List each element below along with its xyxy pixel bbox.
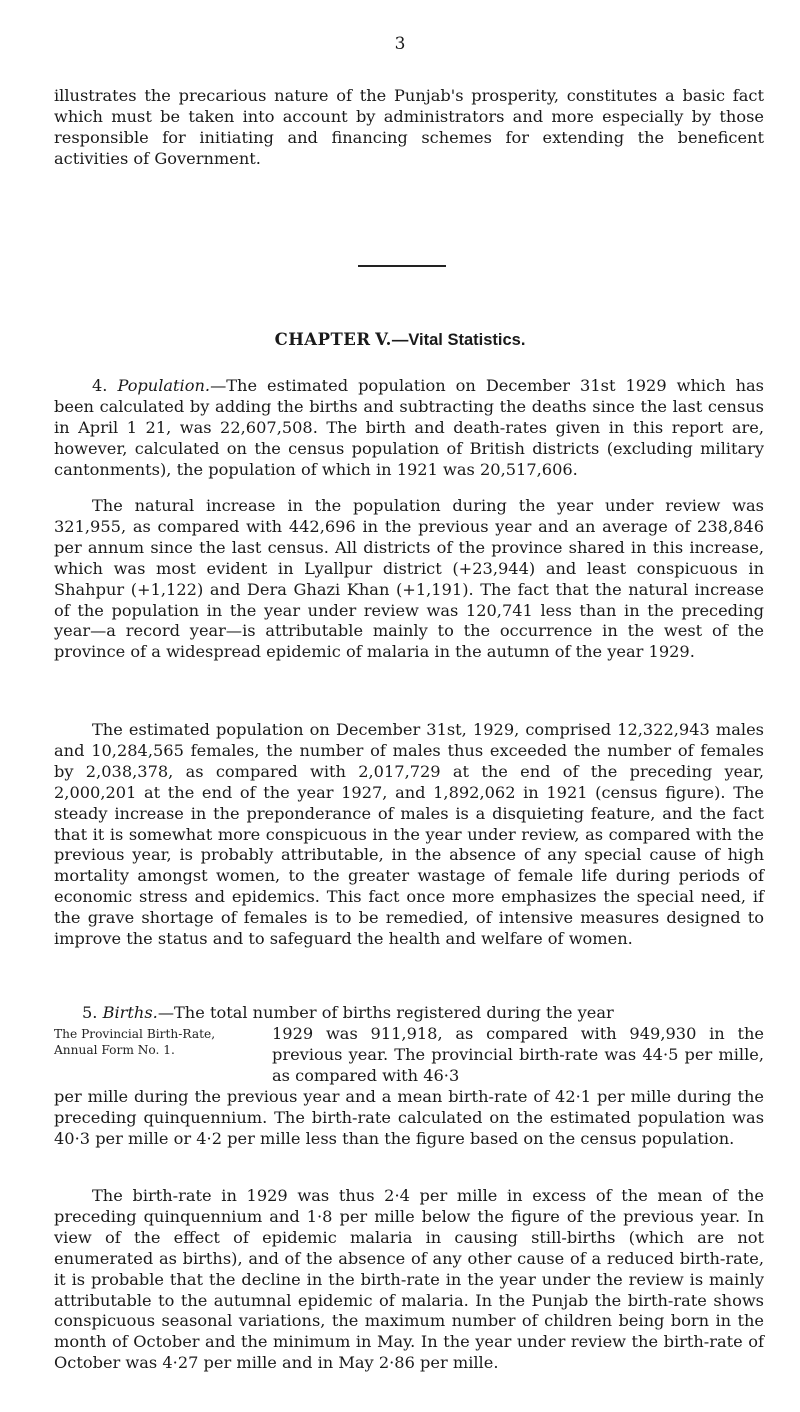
population-heading: Population.: [117, 376, 211, 395]
births-right-column: 1929 was 911,918, as compared with 949,930 in the previous year. The provincial birth-rate was 44·5 per mille, as compared with 46·3: [272, 1024, 764, 1085]
births-first-text: —The total number of births registered during the year: [157, 1003, 614, 1022]
chapter-number: V.: [375, 330, 392, 349]
births-heading: Births.: [102, 1003, 158, 1022]
population-text: —The estimated population on December 31st 1929 which has been calculated by adding the births and subtracting the deaths since the last census in April 1 21, was 22,607,508. The birth and death-rates given in this report are, however, calculated on the census population of British districts (excluding military cantonments), the population of which in 1921 was 20,517,606.: [54, 376, 764, 479]
chapter-title: —Vital Statistics.: [391, 331, 526, 349]
section-divider: [358, 265, 446, 267]
section-5-number: 5.: [82, 1003, 98, 1022]
sex-ratio-paragraph: The estimated population on December 31st, 1929, comprised 12,322,943 males and 10,284,565 females, the number of males thus exceeded the number of females by 2,038,378, as compared with 2,017,729 at the end of the preceding year, 2,000,201 at the end of the year 1927, and 1,892,062 in 1921 (census figure). The steady increase in the preponderance of males is a disquieting feature, and the fact that it is somewhat more conspicuous in the year under review, as compared with the previous year, is probably attributable, in the absence of any special cause of high mortality amongst women, to the greater wastage of female life during periods of economic stress and epidemics. This fact once more emphasizes the special need, if the grave shortage of females is to be remedied, of intensive measures designed to improve the status and to safeguard the health and welfare of women.: [54, 720, 764, 949]
chapter-label: CHAPTER: [274, 330, 371, 349]
chapter-heading: [0, 330, 800, 350]
birth-rate-paragraph: The birth-rate in 1929 was thus 2·4 per mille in excess of the mean of the preceding quinquennium and 1·8 per mille below the figure of the previous year. In view of the effect of epidemic malaria in causing still-births (which are not enumerated as births), and of the absence of any other cause of a reduced birth-rate, it is probable that the decline in the birth-rate in the year under the review is mainly attributable to the autumnal epidemic of malaria. In the Punjab the birth-rate shows conspicuous seasonal variations, the maximum number of children being born in the month of October and the minimum in May. In the year under review the birth-rate of October was 4·27 per mille and in May 2·86 per mille.: [54, 1186, 764, 1373]
births-first-line: [82, 1003, 764, 1024]
page-number: 3: [394, 34, 406, 54]
margin-note: The Provincial Birth-Rate, Annual Form No. 1.: [54, 1027, 216, 1057]
section-4-number: 4.: [92, 376, 108, 395]
population-paragraph: [54, 376, 764, 481]
births-continuation-paragraph: per mille during the previous year and a mean birth-rate of 42·1 per mille during the preceding quinquennium. The birth-rate calculated on the estimated population was 40·3 per mille or 4·2 per mille less than the figure based on the census population.: [54, 1087, 764, 1148]
natural-increase-paragraph: The natural increase in the population during the year under review was 321,955, as compared with 442,696 in the previous year and an average of 238,846 per annum since the last census. All districts of the province shared in this increase, which was most evident in Lyallpur district (+23,944) and least conspicuous in Shahpur (+1,122) and Dera Ghazi Khan (+1,191). The fact that the natural increase of the population in the year under review was 120,741 less than in the preceding year—a record year—is attributable mainly to the occurrence in the west of the province of a widespread epidemic of malaria in the autumn of the year 1929.: [54, 496, 764, 662]
intro-paragraph: illustrates the precarious nature of the Punjab's prosperity, constitutes a basic fact which must be taken into account by administrators and more especially by those responsible for initiating and financing schemes for extending the beneficent activities of Government.: [54, 86, 764, 168]
